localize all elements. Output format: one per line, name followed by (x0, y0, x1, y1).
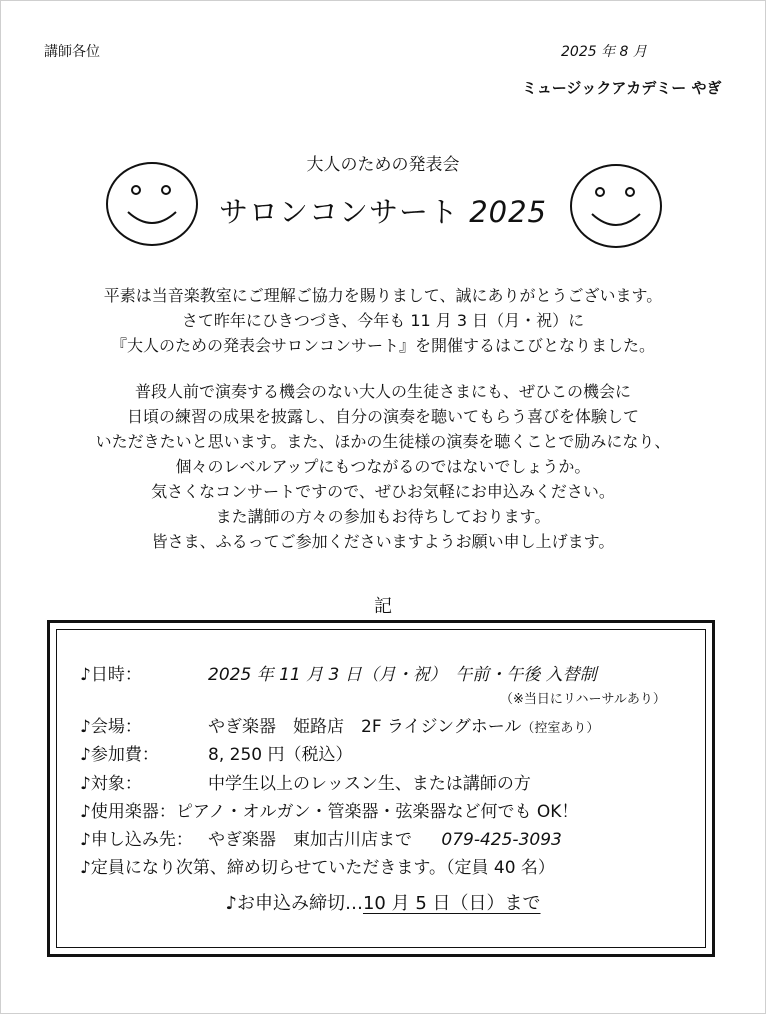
application-deadline (0, 889, 766, 915)
event-title-year: 2025 (469, 195, 548, 229)
deadline-date: 10 月 5 日（日）まで (362, 893, 541, 914)
greeting-paragraph (0, 283, 766, 358)
detail-instruments (80, 797, 578, 822)
event-title-text: サロンコンサート (218, 195, 459, 229)
detail-capacity: ♪定員になり次第、締め切らせていただきます。（定員 40 名） (80, 858, 555, 878)
event-subtitle: 大人のための発表会 (306, 155, 460, 175)
detail-value: やぎ楽器 姫路店 2F ライジングホール (208, 717, 522, 737)
greeting-line: さて昨年にひきつづき、今年も 11 月 3 日（月・祝）に (181, 311, 585, 330)
detail-target (80, 769, 531, 794)
detail-fee (80, 740, 352, 765)
detail-label: ♪参加費： (80, 745, 159, 765)
detail-value: ピアノ・オルガン・管楽器・弦楽器など何でも OK！ (175, 802, 579, 822)
invitation-line: 普段人前で演奏する機会のない大人の生徒さまにも、ぜひこの機会に (134, 382, 631, 401)
invitation-line: また講師の方々の参加もお待ちしております。 (215, 507, 551, 526)
ki-heading: 記 (374, 596, 392, 617)
detail-value: 中学生以上のレッスン生、または講師の方 (208, 774, 531, 794)
invitation-line: 皆さま、ふるってご参加くださいますようお願い申し上げます。 (151, 532, 615, 551)
smiley-face-right-icon (568, 162, 664, 250)
detail-label: ♪使用楽器： (80, 802, 176, 822)
detail-value: やぎ楽器 東加古川店まで (208, 830, 412, 850)
deadline-prefix: ♪お申込み締切… (225, 893, 363, 914)
phone-number: 079-425-3093 (441, 830, 562, 850)
detail-label: ♪対象： (80, 774, 142, 794)
invitation-paragraph (0, 379, 766, 554)
invitation-line: いただきたいと思います。また、ほかの生徒様の演奏を聴くことで励みになり、 (95, 432, 671, 451)
rehearsal-note: （※当日にリハーサルあり） (500, 692, 666, 707)
document-date: 2025 年 8 月 (561, 44, 647, 60)
greeting-line: 『大人のための発表会サロンコンサート』を開催するはこびとなりました。 (110, 336, 655, 355)
detail-apply (80, 825, 562, 850)
detail-note: （控室あり） (521, 721, 600, 736)
detail-label: ♪申し込み先： (80, 830, 193, 850)
recipient: 講師各位 (44, 44, 100, 60)
invitation-line: 気さくなコンサートですので、ぜひお気軽にお申込みください。 (151, 482, 615, 501)
invitation-line: 日頃の練習の成果を披露し、自分の演奏を聴いてもらう喜びを体験して (126, 407, 639, 426)
smiley-face-left-icon (104, 160, 200, 248)
invitation-line: 個々のレベルアップにもつながるのではないでしょうか。 (175, 457, 591, 476)
organization-name: ミュージックアカデミー やぎ (522, 79, 722, 97)
detail-value: 8, 250 円（税込） (208, 745, 353, 765)
greeting-line: 平素は当音楽教室にご理解ご協力を賜りまして、誠にありがとうございます。 (103, 286, 663, 305)
detail-venue (80, 712, 599, 737)
detail-label: ♪会場： (80, 717, 142, 737)
detail-value: 2025 年 11 月 3 日（月・祝） 午前・午後 入替制 (208, 665, 597, 685)
detail-datetime (80, 660, 597, 685)
detail-label: ♪日時： (80, 665, 142, 685)
